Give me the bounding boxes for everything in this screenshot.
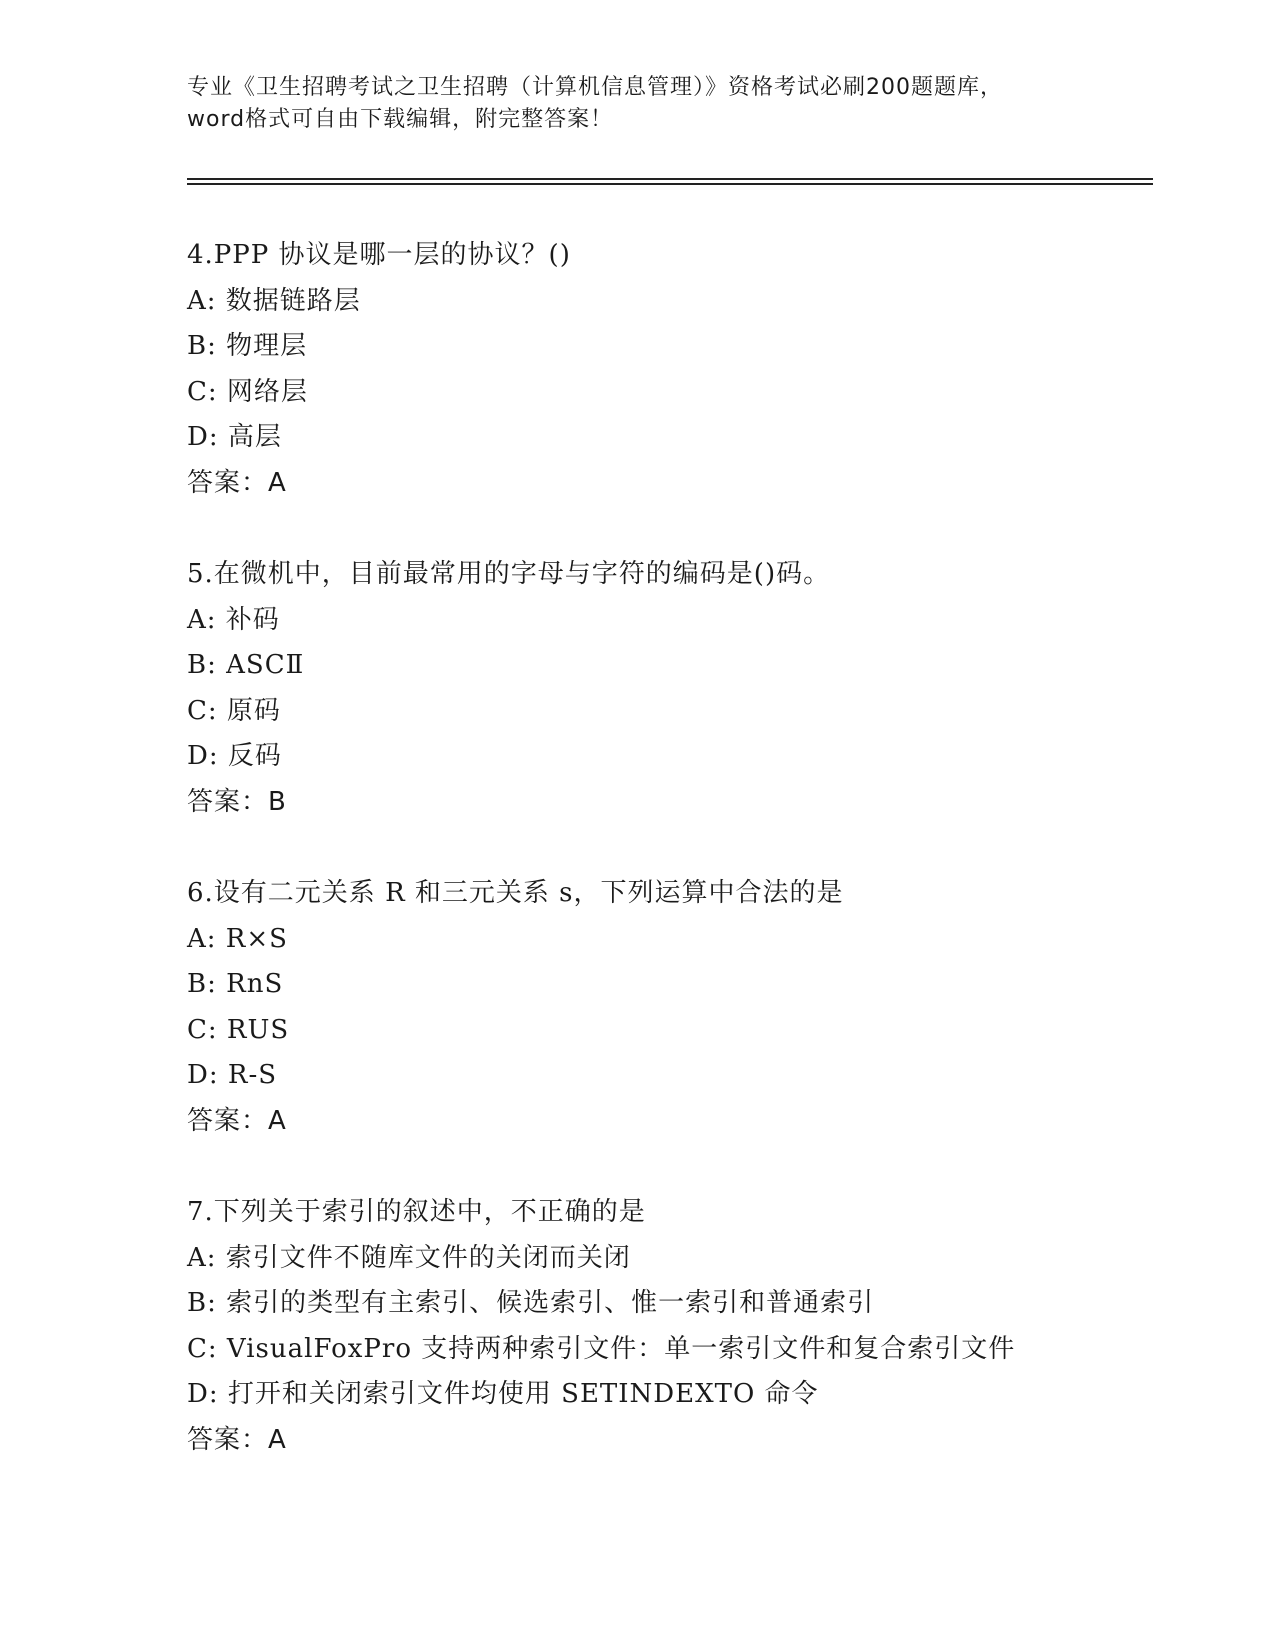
option-a: A: 索引文件不随库文件的关闭而关闭 <box>187 1242 631 1273</box>
question-5 <box>187 552 1187 825</box>
option-a: A: R×S <box>187 923 288 954</box>
option-b: B: 物理层 <box>187 331 308 361</box>
document-header <box>187 72 1087 136</box>
option-c: C: VisualFoxPro 支持两种索引文件：单一索引文件和复合索引文件 <box>187 1333 1016 1364</box>
option-a: A: 数据链路层 <box>187 285 361 316</box>
header-divider-top <box>187 178 1153 180</box>
question-6 <box>187 871 1187 1144</box>
question-stem: 7.下列关于索引的叙述中，不正确的是 <box>187 1197 646 1227</box>
answer: 答案：B <box>187 786 287 817</box>
header-line-1: 专业《卫生招聘考试之卫生招聘（计算机信息管理）》资格考试必刷200题题库， <box>187 75 1003 100</box>
option-b: B: RnS <box>187 969 284 999</box>
option-d: D: 反码 <box>187 741 282 771</box>
question-stem: 6.设有二元关系 R 和三元关系 s，下列运算中合法的是 <box>187 878 844 908</box>
answer: 答案：A <box>187 1424 287 1455</box>
question-7 <box>187 1190 1187 1463</box>
option-b: B: 索引的类型有主索引、候选索引、惟一索引和普通索引 <box>187 1288 875 1318</box>
answer: 答案：A <box>187 1105 287 1136</box>
option-d: D: 高层 <box>187 422 282 452</box>
option-c: C: RUS <box>187 1014 290 1045</box>
question-stem: 4.PPP 协议是哪一层的协议？() <box>187 240 571 270</box>
question-stem: 5.在微机中，目前最常用的字母与字符的编码是()码。 <box>187 559 831 589</box>
option-d: D: 打开和关闭索引文件均使用 SETINDEXTO 命令 <box>187 1379 819 1409</box>
option-b: B: ASCⅡ <box>187 650 305 680</box>
question-4 <box>187 233 1187 506</box>
option-d: D: R-S <box>187 1060 278 1090</box>
header-line-2: word格式可自由下载编辑，附完整答案！ <box>187 107 614 132</box>
option-c: C: 网络层 <box>187 376 308 407</box>
option-c: C: 原码 <box>187 695 281 726</box>
answer: 答案：A <box>187 467 287 498</box>
header-divider-bottom <box>187 183 1153 185</box>
option-a: A: 补码 <box>187 604 280 635</box>
